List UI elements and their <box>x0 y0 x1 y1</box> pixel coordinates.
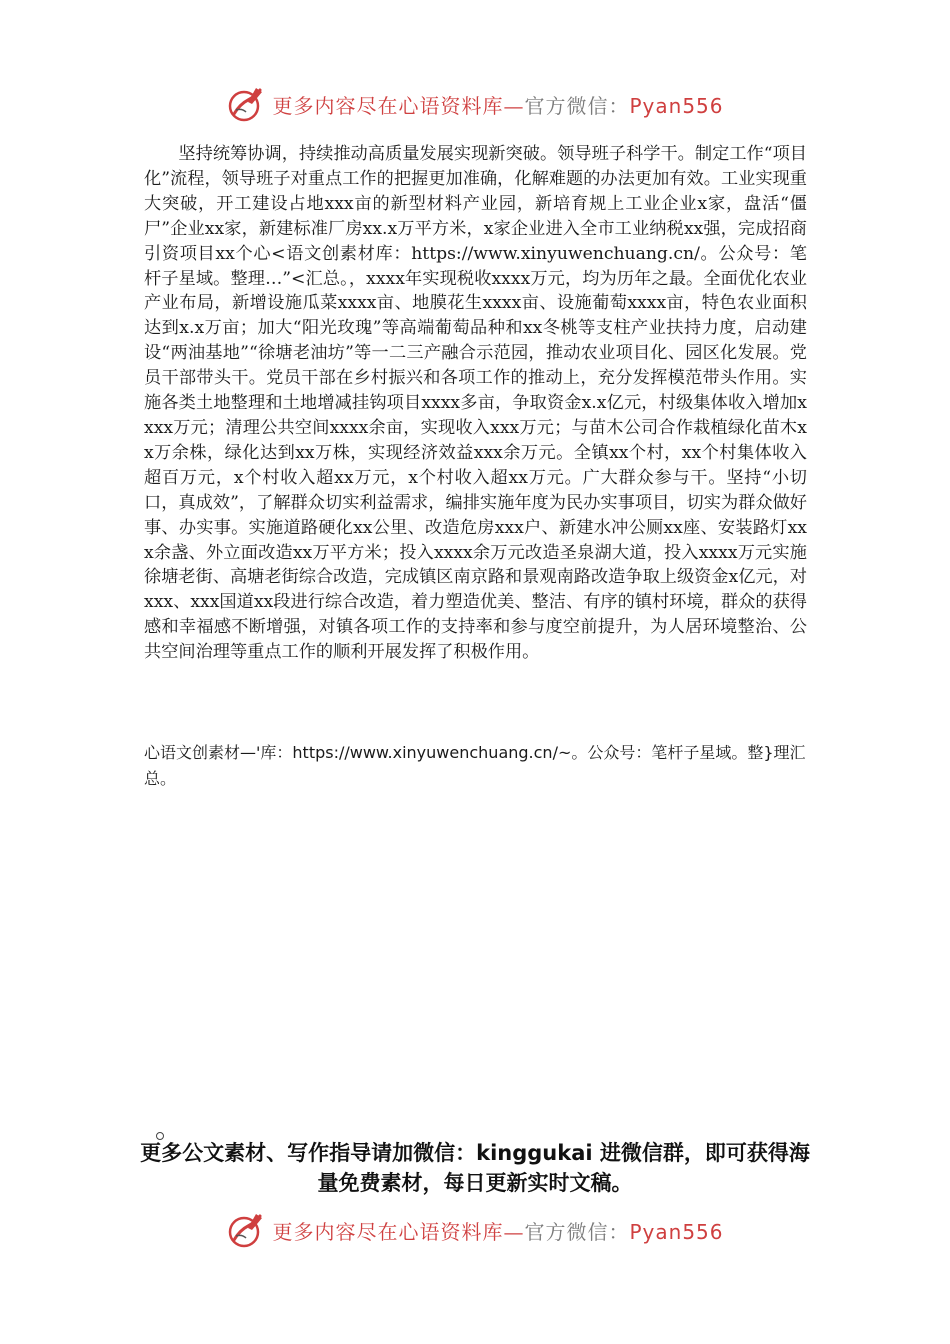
footer-banner <box>0 1208 950 1252</box>
footer-banner-text <box>272 1216 723 1245</box>
footer-site-text: 更多内容尽在心语资料库 <box>272 1219 504 1244</box>
pen-logo-icon <box>226 84 266 124</box>
footer-separator: — <box>503 1219 525 1244</box>
main-paragraph: 坚持统筹协调，持续推动高质量发展实现新突破。领导班子科学干。制定工作“项目化”流程，领导班子对重点工作的把握更加准确，化解难题的办法更加有效。工业实现重大突破，开工建设占地xxx亩的新型材料产业园，新培育规上工业企业x家，盘活“僵尸”企业xx家，新建标准厂房xx.x万平方米，x家企业进入全市工业纳税xx强，完成招商引资项目xx个心<语文创素材库：https://www.xinyuwenchuang.cn/。公众号：笔杆子星域。整理…”<汇总。，xxxx年实现税收xxxx万元，均为历年之最。全面优化农业产业布局，新增设施瓜菜xxxx亩、地膜花生xxxx亩、设施葡萄xxxx亩，特色农业面积达到x.x万亩；加大“阳光玫瑰”等高端葡萄品种和xx冬桃等支柱产业扶持力度，启动建设“两油基地”“徐塘老油坊”等一二三产融合示范园，推动农业项目化、园区化发展。党员干部带头干。党员干部在乡村振兴和各项工作的推动上，充分发挥模范带头作用。实施各类土地整理和土地增减挂钩项目xxxx多亩，争取资金x.x亿元，村级集体收入增加xxxx万元；清理公共空间xxxx余亩，实现收入xxx万元；与苗木公司合作栽植绿化苗木xx万余株，绿化达到xx万株，实现经济效益xxx余万元。全镇xx个村，xx个村集体收入超百万元，x个村收入超xx万元，x个村收入超xx万元。广大群众参与干。坚持“小切口，真成效”，了解群众切实利益需求，编排实施年度为民办实事项目，切实为群众做好事、办实事。实施道路硬化xx公里、改造危房xxx户、新建水冲公厕xx座、安装路灯xxx余盏、外立面改造xx万平方米；投入xxxx余万元改造圣泉湖大道，投入xxxx万元实施徐塘老街、高塘老街综合改造，完成镇区南京路和景观南路改造争取上级资金x亿元，对xxx、xxx国道xx段进行综合改造，着力塑造优美、整洁、有序的镇村环境，群众的获得感和幸福感不断增强，对镇各项工作的支持率和参与度空前提升，为人居环境整治、公共空间治理等重点工作的顺利开展发挥了积极作用。 <box>144 144 807 663</box>
footer-wechat-id: Pyan556 <box>629 1219 724 1244</box>
footer-promo: 更多公文素材、写作指导请加微信：kinggukai 进微信群，即可获得海量免费素材，每日更新实时文稿。 <box>140 1141 810 1195</box>
header-wechat-id: Pyan556 <box>629 93 724 118</box>
header-wechat-label: 官方微信： <box>524 93 630 118</box>
pen-logo-icon <box>226 1210 266 1250</box>
header-banner-text <box>272 90 723 119</box>
header-site-text: 更多内容尽在心语资料库 <box>272 93 504 118</box>
footer-wechat-label: 官方微信： <box>524 1219 630 1244</box>
source-note: 心语文创素材—'库：https://www.xinyuwenchuang.cn/~。公众号：笔杆子星域。整}理汇总。 <box>144 743 806 788</box>
header-banner <box>0 82 950 126</box>
header-separator: — <box>503 93 525 118</box>
